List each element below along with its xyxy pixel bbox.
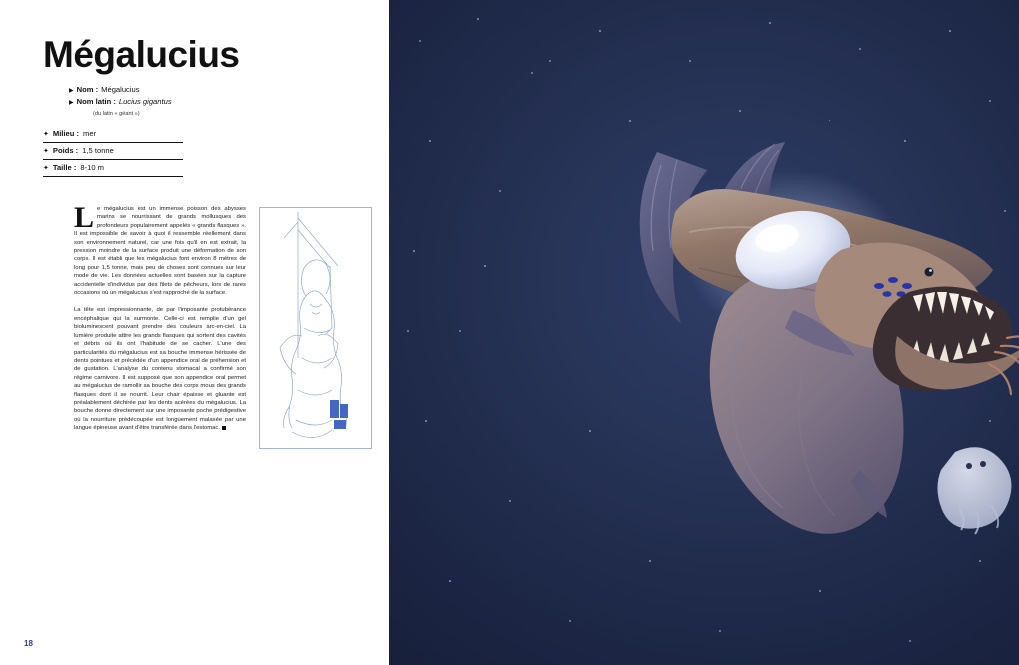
fact-milieu — [43, 126, 183, 143]
diamond-icon: ✦ — [43, 165, 49, 172]
identity-value-nom: Mégalucius — [101, 85, 140, 94]
sketch-blue-blocks — [330, 400, 348, 429]
sketch-svg — [260, 208, 371, 448]
fact-value-milieu: mer — [83, 129, 97, 138]
triangle-icon: ▶ — [69, 88, 74, 94]
paragraph-2-wrapper — [74, 306, 246, 432]
dropcap: L — [74, 201, 95, 234]
identity-row-nom-latin — [69, 96, 249, 108]
eye-glint — [929, 269, 932, 272]
fact-label-taille: Taille : — [52, 163, 77, 172]
latin-note: (du latin « géant ») — [93, 111, 140, 117]
page-number: 18 — [24, 639, 33, 648]
left-text-page — [0, 0, 389, 665]
paragraph-1-wrapper — [74, 201, 246, 297]
paragraph-2: La tête est impressionnante, de par l'imposante protubérance encéphalique qui la surmonte. Celle-ci est remplie d'un gel bioluminescent pouvant prendre des couleurs arc-en-ciel. La lumière produite attire les grands flasques qui sortent des cavités et débris où ils ont l'habitude de se cacher. L'une des particularités du mégalucius est sa bouche immense hérissée de dents pointues et précédée d'un appendice oral de préhension et de gustation. L'analyse du contenu stomacal a confirmé son régime carnivore. Il est supposé que son appendice oral permet au mégalucius de ramollir sa bouche des corps mous des grands flasques dont il se nourrit. Leur chair épaisse et gluante est préalablement déchirée par les dents acérées du mégalucius. La bouche donne directement sur une imposante poche prédigestive où la nourriture prédécoupée est longuement malaxée par une langue épineuse avant d'être transférée dans l'estomac. — [74, 307, 246, 432]
megalucius-illustration — [389, 0, 1019, 665]
identity-label-nom: Nom : — [76, 85, 99, 94]
eye — [925, 268, 934, 277]
fact-value-poids: 1,5 tonne — [82, 146, 114, 155]
body-text — [74, 201, 246, 442]
fact-value-taille: 8-10 m — [80, 163, 105, 172]
sketch-illustration — [259, 207, 372, 449]
grand-flasque — [937, 447, 1011, 534]
fact-label-poids: Poids : — [52, 146, 79, 155]
diamond-icon: ✦ — [43, 148, 49, 155]
end-mark-icon — [222, 426, 226, 430]
diamond-icon: ✦ — [43, 131, 49, 138]
triangle-icon: ▶ — [69, 100, 74, 106]
fact-taille — [43, 160, 183, 177]
page-title: Mégalucius — [43, 34, 240, 75]
identity-row-nom — [69, 84, 249, 96]
identity-block — [69, 84, 249, 120]
identity-label-nom-latin: Nom latin : — [76, 97, 116, 106]
facts-list — [43, 126, 183, 177]
paragraph-1: e mégalucius est un immense poisson des abysses marins se nourrissant de grands mollusques des profondeurs populairement appelés « grands flasques ». Il est impossible de savoir à quoi il ressemble réellement dans son environnement naturel, car une fois qu'il en est extrait, la pression moindre de la surface produit une déformation de son corps. Il est établi que les mégalucius font environ 8 mètres de long pour 1,5 tonne, mais peu de choses sont connues sur leur mode de vie. Les données actuelles sont basées sur la capture accidentelle d'individus par des filets de pêcheurs, lors de rares occasions où un mégalucius s'est rapproché de la surface. — [74, 206, 246, 297]
illustration-page — [389, 0, 1019, 665]
fact-label-milieu: Milieu : — [52, 129, 80, 138]
identity-value-nom-latin: Lucius gigantus — [118, 97, 172, 106]
fact-poids — [43, 143, 183, 160]
